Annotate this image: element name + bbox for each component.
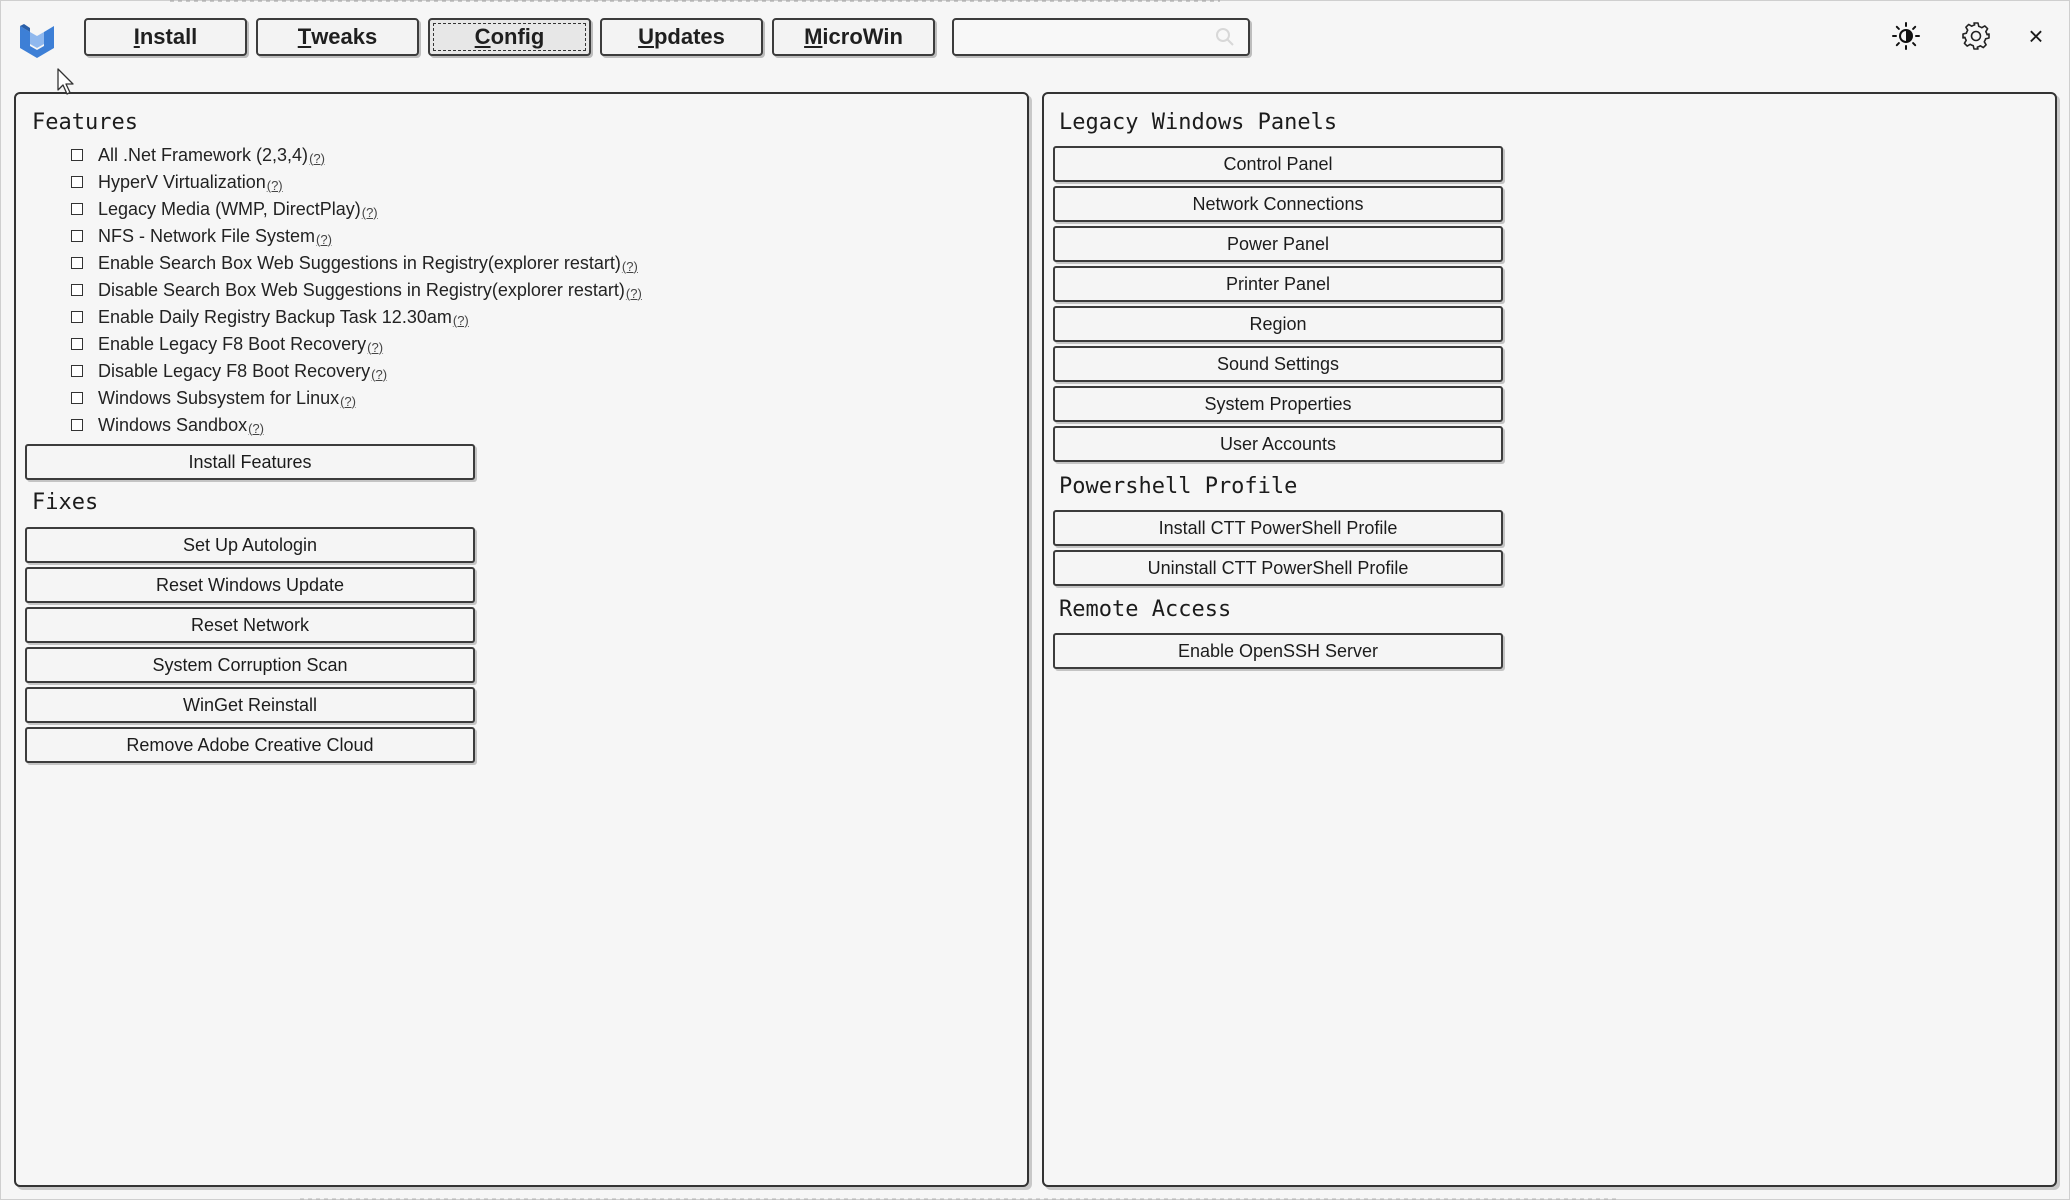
feature-item[interactable] (71, 251, 638, 275)
config-right-panel (1042, 92, 2057, 1187)
checkbox[interactable] (71, 365, 83, 377)
enable-openssh-button[interactable]: Enable OpenSSH Server (1053, 633, 1503, 669)
feature-label: Windows Subsystem for Linux (98, 387, 340, 408)
search-input[interactable] (952, 18, 1250, 56)
feature-item[interactable] (71, 143, 325, 167)
feature-item[interactable] (71, 305, 469, 329)
feature-item[interactable] (71, 224, 332, 248)
help-link[interactable]: (?) (309, 150, 325, 166)
help-link[interactable]: (?) (361, 204, 378, 220)
install-features-button[interactable]: Install Features (25, 444, 475, 480)
feature-item[interactable] (71, 386, 356, 410)
help-link[interactable]: (?) (452, 312, 469, 328)
remove-adobe-creative-cloud-button[interactable]: Remove Adobe Creative Cloud (25, 727, 475, 763)
feature-item[interactable] (71, 359, 387, 383)
winget-reinstall-button[interactable]: WinGet Reinstall (25, 687, 475, 723)
checkbox[interactable] (71, 257, 83, 269)
config-left-panel (14, 92, 1029, 1187)
user-accounts-button[interactable]: User Accounts (1053, 426, 1503, 462)
network-connections-button[interactable]: Network Connections (1053, 186, 1503, 222)
checkbox[interactable] (71, 284, 83, 296)
feature-item[interactable] (71, 278, 642, 302)
reset-windows-update-button[interactable]: Reset Windows Update (25, 567, 475, 603)
checkbox[interactable] (71, 149, 83, 161)
help-link[interactable]: (?) (340, 393, 356, 409)
help-link[interactable]: (?) (621, 258, 638, 274)
system-corruption-scan-button[interactable]: System Corruption Scan (25, 647, 475, 683)
features-heading: Features (32, 110, 138, 135)
reset-network-button[interactable]: Reset Network (25, 607, 475, 643)
legacy-panels-heading: Legacy Windows Panels (1059, 110, 1338, 135)
help-link[interactable]: (?) (371, 366, 388, 382)
checkbox[interactable] (71, 176, 83, 188)
tab-install[interactable]: I nstall (84, 18, 247, 56)
checkbox[interactable] (71, 338, 83, 350)
sound-settings-button[interactable]: Sound Settings (1053, 346, 1503, 382)
close-glyph: × (2028, 20, 2044, 51)
checkbox[interactable] (71, 392, 83, 404)
checkbox[interactable] (71, 419, 83, 431)
install-ctt-profile-button[interactable]: Install CTT PowerShell Profile (1053, 510, 1503, 546)
close-icon[interactable] (2016, 16, 2056, 56)
feature-label: Legacy Media (WMP, DirectPlay) (98, 198, 361, 219)
remote-access-heading: Remote Access (1059, 597, 1232, 622)
feature-label: Enable Legacy F8 Boot Recovery (98, 333, 367, 354)
set-up-autologin-button[interactable]: Set Up Autologin (25, 527, 475, 563)
help-link[interactable]: (?) (367, 339, 384, 355)
feature-label: Enable Daily Registry Backup Task 12.30am (98, 306, 452, 327)
feature-item[interactable] (71, 413, 264, 437)
feature-label: NFS - Network File System (98, 225, 316, 246)
uninstall-ctt-profile-button[interactable]: Uninstall CTT PowerShell Profile (1053, 550, 1503, 586)
checkbox[interactable] (71, 203, 83, 215)
tab-config[interactable]: C onfig (428, 18, 591, 56)
search-icon (1214, 26, 1236, 48)
control-panel-button[interactable]: Control Panel (1053, 146, 1503, 182)
feature-label: Windows Sandbox (98, 414, 248, 435)
feature-label: All .Net Framework (2,3,4) (98, 144, 309, 165)
region-button[interactable]: Region (1053, 306, 1503, 342)
help-link[interactable]: (?) (625, 285, 642, 301)
tab-tweaks[interactable]: T weaks (256, 18, 419, 56)
feature-item[interactable] (71, 332, 383, 356)
tab-updates[interactable]: U pdates (600, 18, 763, 56)
feature-label: HyperV Virtualization (98, 171, 266, 192)
checkbox[interactable] (71, 230, 83, 242)
feature-item[interactable] (71, 170, 283, 194)
feature-label: Enable Search Box Web Suggestions in Registry(explorer restart) (98, 252, 621, 273)
feature-label: Disable Legacy F8 Boot Recovery (98, 360, 371, 381)
powershell-profile-heading: Powershell Profile (1059, 474, 1298, 499)
title-drag-region[interactable] (170, 0, 1220, 2)
help-link[interactable]: (?) (266, 177, 283, 193)
mouse-pointer-icon (57, 68, 77, 96)
help-link[interactable]: (?) (316, 231, 332, 247)
power-panel-button[interactable]: Power Panel (1053, 226, 1503, 262)
settings-gear-icon[interactable] (1956, 16, 1996, 56)
tab-microwin[interactable]: M icroWin (772, 18, 935, 56)
theme-toggle-sun-icon[interactable] (1886, 16, 1926, 56)
checkbox[interactable] (71, 311, 83, 323)
feature-label: Disable Search Box Web Suggestions in Registry(explorer restart) (98, 279, 625, 300)
feature-item[interactable] (71, 197, 378, 221)
printer-panel-button[interactable]: Printer Panel (1053, 266, 1503, 302)
app-logo-icon (18, 20, 56, 60)
system-properties-button[interactable]: System Properties (1053, 386, 1503, 422)
help-link[interactable]: (?) (248, 420, 264, 436)
fixes-heading: Fixes (32, 490, 99, 515)
